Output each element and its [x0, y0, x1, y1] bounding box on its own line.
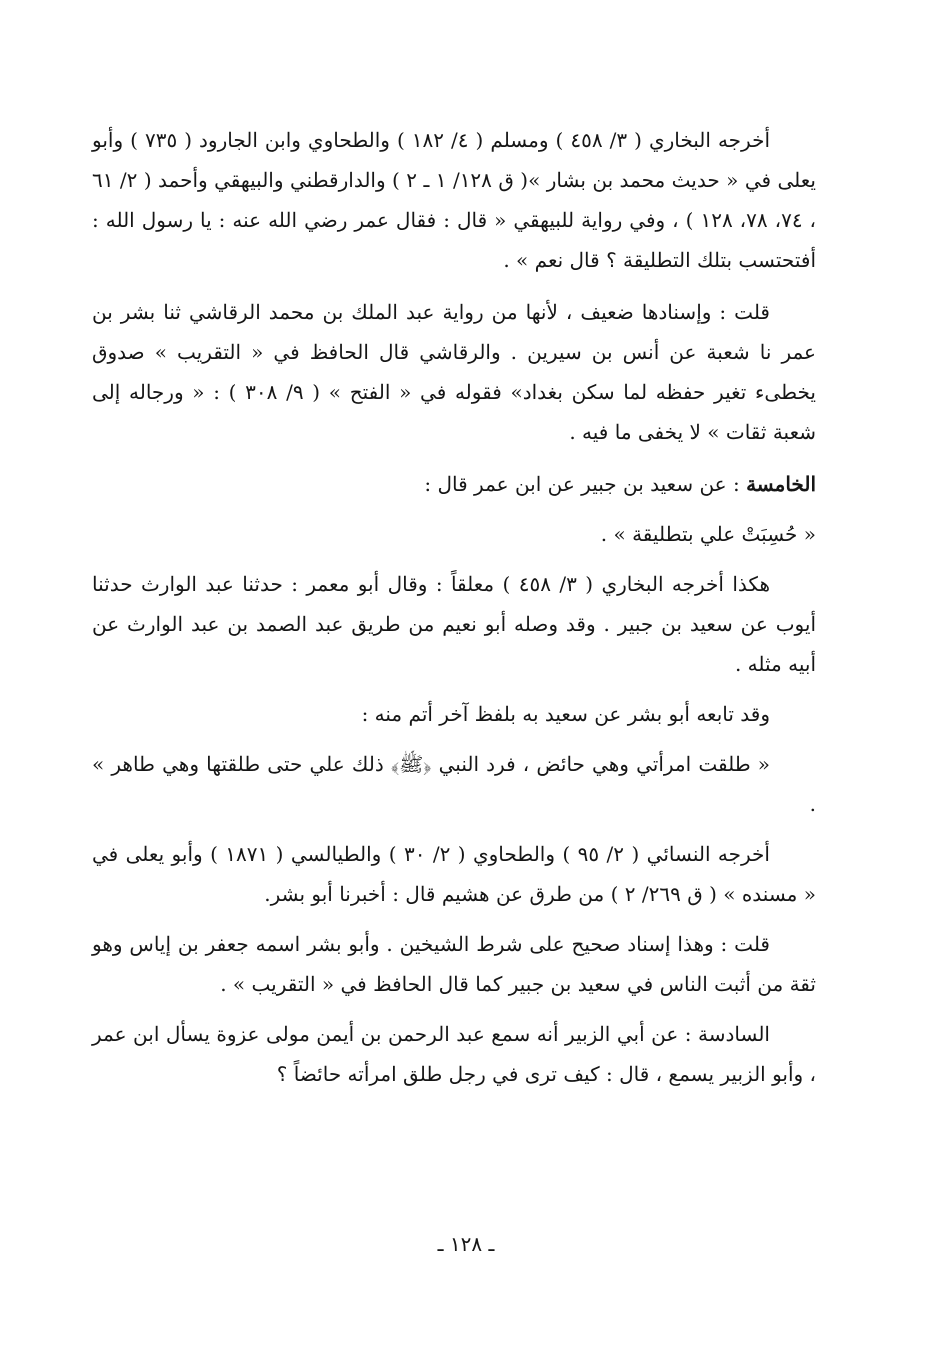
paragraph-5: هكذا أخرجه البخاري ( ٣/ ٤٥٨ ) معلقاً : وقال أبو معمر : حدثنا عبد الوارث حدثنا أيوب عن سعيد بن جبير . وقد وصله أبو نعيم من طريق عبد الصمد بن عبد الوارث عن أبيه مثله . — [92, 572, 816, 676]
body-text — [92, 120, 816, 1094]
paragraph-4-quote: « حُسِبَتْ علي بتطليقة » . — [600, 522, 816, 546]
paragraph-6: وقد تابعه أبو بشر عن سعيد به بلفظ آخر أتم منه : — [361, 702, 770, 726]
paragraph-3 — [92, 464, 816, 504]
heading-fifth: الخامسة — [746, 472, 816, 496]
paragraph-8: أخرجه النسائي ( ٢/ ٩٥ ) والطحاوي ( ٢/ ٣٠ ) والطيالسي ( ١٨٧١ ) وأبو يعلى في « مسنده » ( ق ٢٦٩/ ٢ ) من طرق عن هشيم قال : أخبرنا أبو بشر. — [92, 842, 816, 906]
paragraph-3-text: : عن سعيد بن جبير عن ابن عمر قال : — [424, 472, 747, 496]
paragraph-1: أخرجه البخاري ( ٣/ ٤٥٨ ) ومسلم ( ٤/ ١٨٢ ) والطحاوي وابن الجارود ( ٧٣٥ ) وأبو يعلى في « حديث محمد بن بشار »( ق ١٢٨/ ١ ـ ٢ ) والدارقطني والبيهقي وأحمد ( ٢/ ٦١ ، ٧٤، ٧٨، ١٢٨ ) ، وفي رواية للبيهقي « قال : فقال عمر رضي الله عنه : يا رسول الله : أفتحتسب بتلك التطليقة ؟ قال نعم » . — [92, 128, 817, 272]
paragraph-10: السادسة : عن أبي الزبير أنه سمع عبد الرحمن بن أيمن مولى عزوة يسأل ابن عمر ، وأبو الزبير يسمع ، قال : كيف ترى في رجل طلق امرأته حائضاً ؟ — [92, 1022, 816, 1086]
paragraph-9: قلت : وهذا إسناد صحيح على شرط الشيخين . وأبو بشر اسمه جعفر بن إياس وهو ثقة من أثبت الناس في سعيد بن جبير كما قال الحافظ في « التقريب » . — [92, 932, 816, 996]
page-number: ـ ١٢٨ ـ — [437, 1232, 495, 1256]
paragraph-2: قلت : وإسنادها ضعيف ، لأنها من رواية عبد الملك بن محمد الرقاشي ثنا بشر بن عمر نا شعبة عن أنس بن سيرين . والرقاشي قال الحافظ في « التقريب » صدوق يخطىء تغير حفظه لما سكن بغداد» فقوله في « الفتح » ( ٩/ ٣٠٨ ) : « ورجاله إلى شعبة ثقات » لا يخفى ما فيه . — [92, 300, 816, 444]
paragraph-7-quote: « طلقت امرأتي وهي حائض ، فرد النبي ﴿ﷺ﴾ ذلك علي حتى طلقتها وهي طاهر » . — [92, 752, 816, 816]
